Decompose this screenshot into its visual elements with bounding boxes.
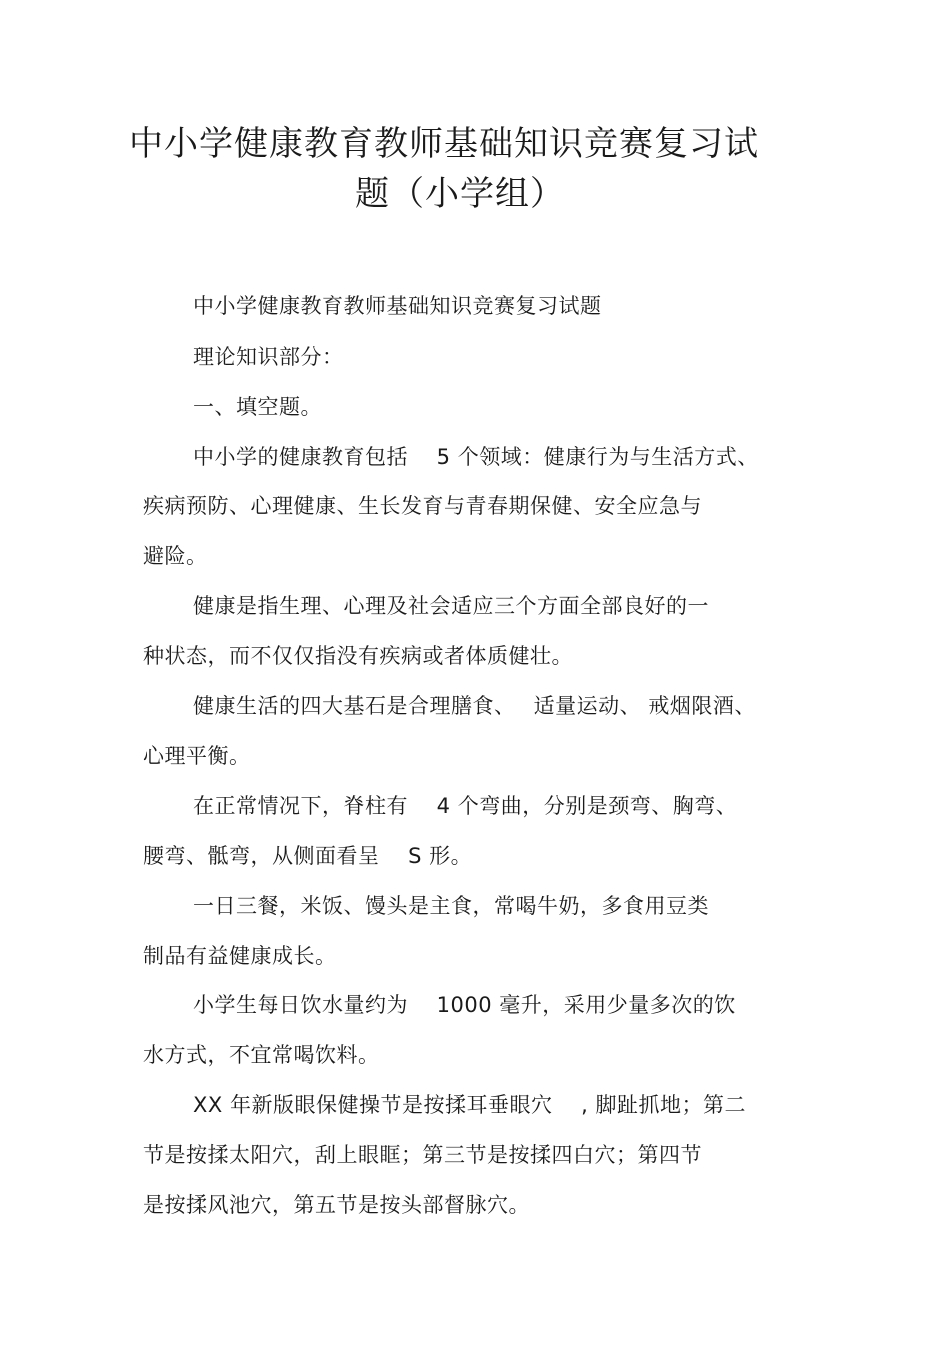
paragraph-line: 节是按揉太阳穴，刮上眼眶；第三节是按揉四白穴；第四节 <box>143 1143 702 1167</box>
paragraph-line: 是按揉风池穴，第五节是按头部督脉穴。 <box>143 1193 530 1217</box>
paragraph-line: 疾病预防、心理健康、生长发育与青春期保健、安全应急与 <box>143 494 702 518</box>
paragraph-line: 避险。 <box>143 544 208 568</box>
paragraph-line: 水方式，不宜常喝饮料。 <box>143 1043 380 1067</box>
document-title-line-1: 中小学健康教育教师基础知识竞赛复习试 <box>129 124 759 164</box>
section-heading: 理论知识部分： <box>193 345 344 369</box>
paragraph-line: 制品有益健康成长。 <box>143 944 337 968</box>
paragraph-line: 一日三餐，米饭、馒头是主食，常喝牛奶，多食用豆类 <box>193 894 709 918</box>
paragraph-line: 中小学的健康教育包括 5 个领域：健康行为与生活方式、 <box>193 445 759 469</box>
subsection-heading: 一、填空题。 <box>193 395 322 419</box>
paragraph-line: 健康是指生理、心理及社会适应三个方面全部良好的一 <box>193 594 709 618</box>
paragraph-line: XX 年新版眼保健操节是按揉耳垂眼穴 , 脚趾抓地；第二 <box>193 1093 746 1117</box>
document-title-line-2: 题（小学组） <box>355 174 565 214</box>
subtitle: 中小学健康教育教师基础知识竞赛复习试题 <box>193 294 602 318</box>
paragraph-line: 小学生每日饮水量约为 1000 毫升，采用少量多次的饮 <box>193 993 736 1017</box>
paragraph-line: 心理平衡。 <box>143 744 251 768</box>
paragraph-line: 在正常情况下，脊柱有 4 个弯曲，分别是颈弯、胸弯、 <box>193 794 738 818</box>
paragraph-line: 腰弯、骶弯，从侧面看呈 S 形。 <box>143 844 473 868</box>
paragraph-line: 健康生活的四大基石是合理膳食、 适量运动、 戒烟限酒、 <box>193 694 756 718</box>
paragraph-line: 种状态，而不仅仅指没有疾病或者体质健壮。 <box>143 644 573 668</box>
